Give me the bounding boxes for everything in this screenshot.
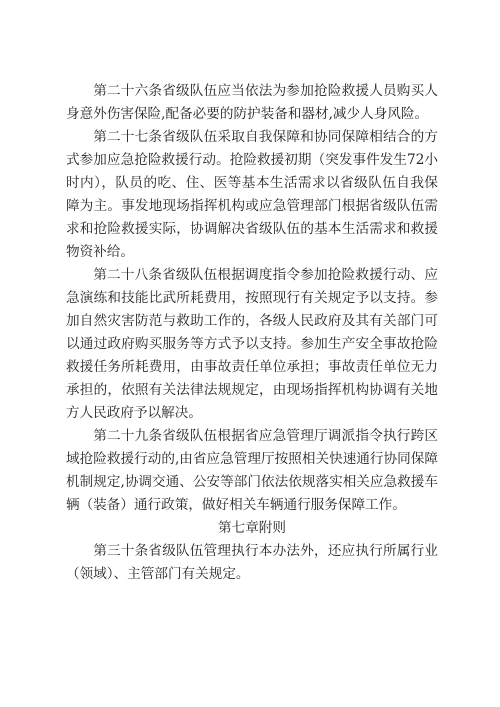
chapter-7-heading: 第七章附则 [218, 520, 286, 536]
document-body [66, 80, 438, 586]
article-27-paragraph: 第二十七条省级队伍采取自我保障和协同保障相结合的方式参加应急抢险救援行动。抢险救援初期（突发事件发生72小时内），队员的吃、住、医等基本生活需求以省级队伍自我保障为主。事发地现场指挥机构或应急管理部门根据省级队伍需求和抢险救援实际，协调解决省级队伍的基本生活需求和救援物资补给。 [66, 129, 438, 260]
article-28-paragraph: 第二十八条省级队伍根据调度指令参加抢险救援行动、应急演练和技能比武所耗费用，按照现行有关规定予以支持。参加自然灾害防范与救助工作的，各级人民政府及其有关部门可以通过政府购买服务等方式予以支持。参加生产安全事故抢险救援任务所耗费用，由事故责任单位承担；事故责任单位无力承担的，依照有关法律法规规定，由现场指挥机构协调有关地方人民政府予以解决。 [66, 267, 438, 421]
article-26-paragraph: 第二十六条省级队伍应当依法为参加抢险救援人员购买人身意外伤害保险,配备必要的防护装备和器材,减少人身风险。 [66, 83, 438, 122]
article-30-paragraph: 第三十条省级队伍管理执行本办法外，还应执行所属行业（领域）、主管部门有关规定。 [66, 543, 438, 582]
article-29-paragraph: 第二十九条省级队伍根据省应急管理厅调派指令执行跨区域抢险救援行动的,由省应急管理厅按照相关快速通行协同保障机制规定,协调交通、公安等部门依法依规落实相关应急救援车辆（装备）通行政策，做好相关车辆通行服务保障工作。 [66, 428, 438, 513]
